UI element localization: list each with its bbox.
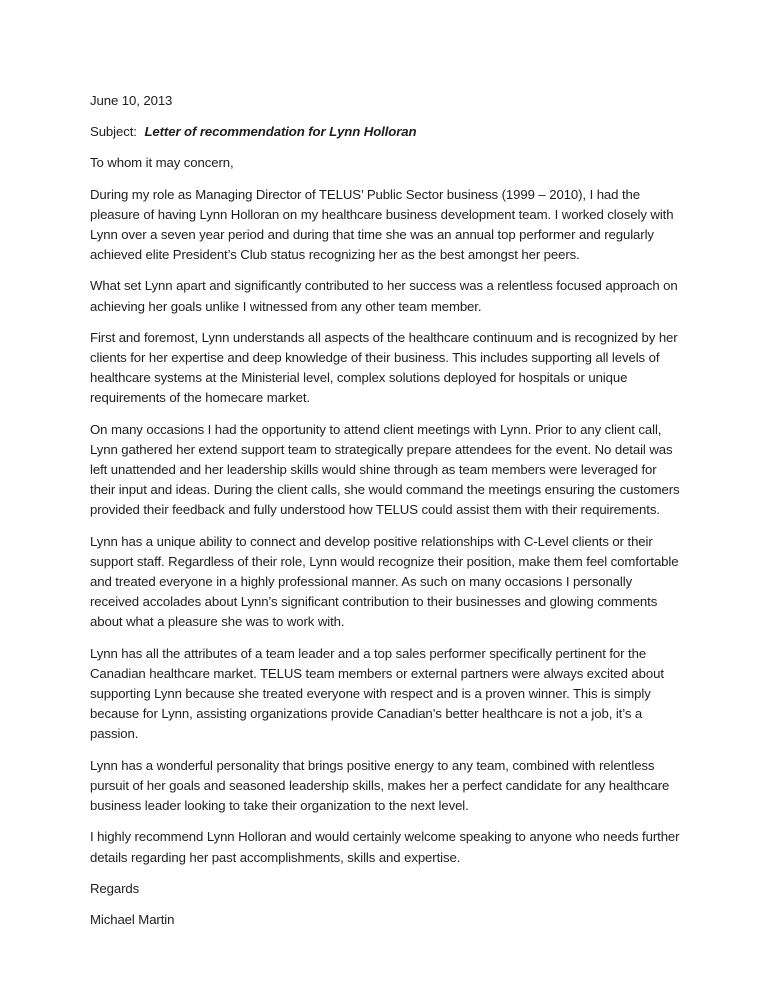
letter-date: June 10, 2013 — [90, 93, 173, 108]
paragraph-client-meetings: On many occasions I had the opportunity to attend client meetings with Lynn. Prior to any client call, Lynn gathered her extend support team to strategically prepare attendees for the event. No detail was left unattended and her leadership skills would shine through as team members were leveraged for their input and ideas. During the client calls, she would command the meetings ensuring the customers provided their feedback and fully understood how TELUS could assist them with their requirements. — [90, 421, 680, 518]
letter-body — [90, 91, 680, 930]
paragraph-healthcare-knowledge: First and foremost, Lynn understands all aspects of the healthcare continuum and is recognized by her clients for her expertise and deep knowledge of their business. This includes supporting all levels of healthcare systems at the Ministerial level, complex solutions deployed for hospitals or unique requirements of the homecare market. — [90, 329, 678, 406]
paragraph-personality: Lynn has a wonderful personality that brings positive energy to any team, combined with relentless pursuit of her goals and seasoned leadership skills, makes her a perfect candidate for any healthcare business leader looking to take their organization to the next level. — [90, 757, 670, 814]
paragraph-recommendation: I highly recommend Lynn Holloran and would certainly welcome speaking to anyone who needs further details regarding her past accomplishments, skills and expertise. — [90, 829, 680, 865]
subject-text: Letter of recommendation for Lynn Holloran — [144, 124, 417, 140]
closing: Regards — [90, 880, 140, 896]
paragraph-relationships: Lynn has a unique ability to connect and develop positive relationships with C-Level clients or their support staff. Regardless of their role, Lynn would recognize their position, make them feel comfortable and treated everyone in a highly professional manner. As such on many occasions I personally received accolades about Lynn’s significant contribution to their businesses and glowing comments about what a pleasure she was to work with. — [90, 533, 679, 630]
paragraph-managing-director: During my role as Managing Director of TELUS’ Public Sector business (1999 – 2010), I had the pleasure of having Lynn Holloran on my healthcare business development team. I worked closely with Lynn over a seven year period and during that time she was an annual top performer and regularly achieved elite President’s Club status recognizing her as the best amongst her peers. — [90, 186, 674, 263]
paragraph-team-leader: Lynn has all the attributes of a team leader and a top sales performer specifically pertinent for the Canadian healthcare market. TELUS team members or external partners were always excited about supporting Lynn because she treated everyone with respect and is a proven winner. This is simply because for Lynn, assisting organizations provide Canadian’s better healthcare is not a job, it’s a passion. — [90, 645, 664, 742]
signature-name: Michael Martin — [90, 911, 175, 927]
paragraph-focused-approach: What set Lynn apart and significantly contributed to her success was a relentless focused approach on achieving her goals unlike I witnessed from any other team member. — [90, 278, 678, 314]
subject-line — [90, 122, 680, 142]
salutation: To whom it may concern, — [90, 155, 234, 171]
subject-label: Subject: — [90, 124, 137, 140]
